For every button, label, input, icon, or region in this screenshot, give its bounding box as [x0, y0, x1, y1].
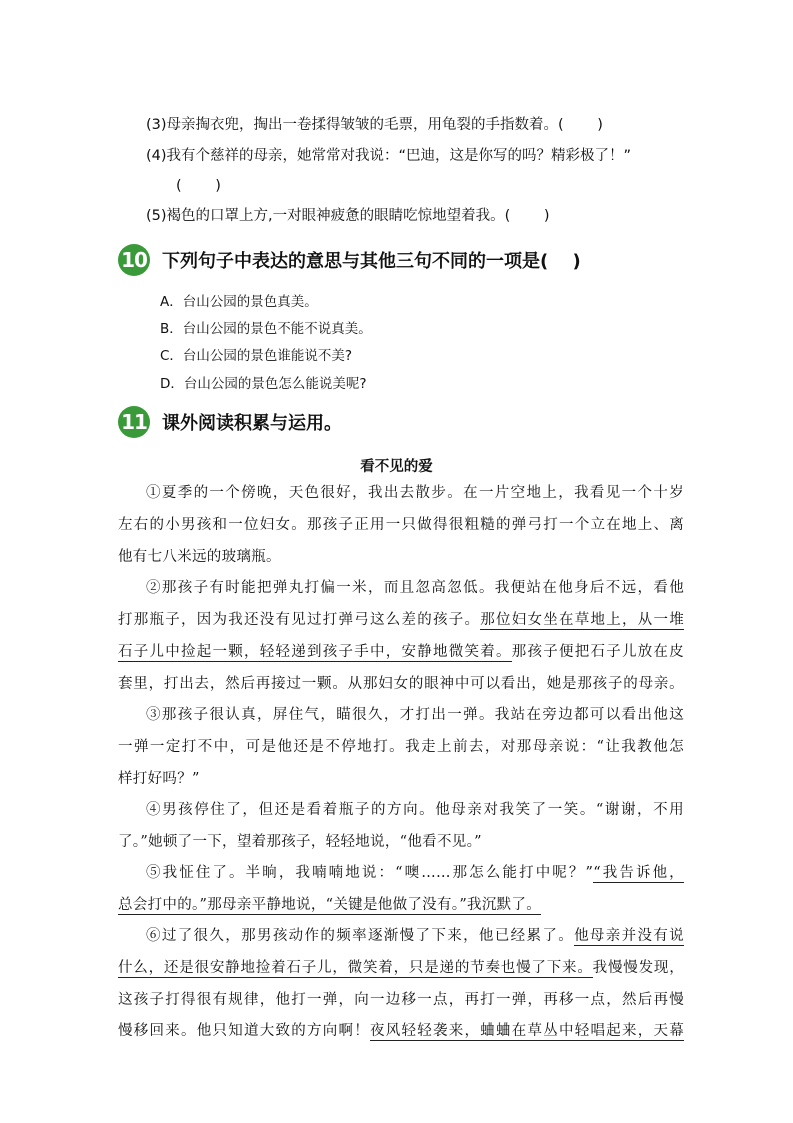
article-line: ②那孩子有时能把弹丸打偏一米，而且忽高忽低。我便站在他身后不远，看他: [146, 580, 684, 596]
question-number-badge: 10: [118, 244, 150, 276]
question-10-title: 下列句子中表达的意思与其他三句不同的一项是( ): [162, 251, 581, 272]
underlined-sentence: 那位妇女坐在草地上，从一堆: [480, 612, 684, 628]
article-line: ①夏季的一个傍晚，天色很好，我出去散步。在一片空地上，我看见一个十岁: [146, 485, 684, 501]
article-line: ③那孩子很认真，屏住气，瞄很久，才打出一弹。我站在旁边都可以看出他这: [146, 707, 684, 723]
article-line: 左右的小男孩和一位妇女。那孩子正用一只做得很粗糙的弹弓打一个立在地上、离: [118, 517, 684, 533]
q10-option-b: B．台山公园的景色不能不说真美。: [160, 321, 372, 337]
article-line: [118, 862, 684, 884]
q9-item-3: (3)母亲掏衣兜，掏出一卷揉得皱皱的毛票，用龟裂的手指数着。( ): [146, 117, 603, 133]
article-line: 这孩子打得很有规律，他打一弹，向一边移一点，再打一弹，再移一点，然后再慢: [118, 992, 684, 1008]
article-text: 我慢慢发现，: [592, 960, 684, 976]
article-line: ④男孩停住了，但还是看着瓶子的方向。他母亲对我笑了一笑。“谢谢，不用: [146, 802, 684, 818]
article-line: 样打好吗？”: [118, 771, 200, 787]
article-line: 一弹一定打不中，可是他还是不停地打。我走上前去，对那母亲说：“让我教他怎: [118, 739, 684, 755]
article-text: 那孩子便把石子儿放在皮: [511, 644, 684, 660]
article-line: [118, 894, 684, 916]
article-line: 套里，打出去，然后再接过一颗。从那妇女的眼神中可以看出，她是那孩子的母亲。: [118, 676, 684, 692]
article-line: 他有七八米远的玻璃瓶。: [118, 549, 281, 565]
question-number-badge: 11: [118, 406, 150, 438]
article-line: 了。”她顿了一下，望着那孩子，轻轻地说，“他看不见。”: [118, 834, 482, 850]
article-line: [118, 641, 684, 663]
article-line: [118, 925, 684, 947]
underlined-sentence: “我告诉他，: [593, 865, 684, 881]
q9-item-5: (5)褐色的口罩上方,一对眼神疲惫的眼睛吃惊地望着我。( ): [146, 208, 550, 224]
underlined-sentence: 什么，还是很安静地捡着石子儿，微笑着，只是递的节奏也慢了下来。: [118, 960, 593, 976]
q9-item-4: (4)我有个慈祥的母亲，她常常对我说：“巴迪，这是你写的吗？精彩极了！”: [146, 148, 632, 164]
article-text: ⑥过了很久，那男孩动作的频率逐渐慢了下来，他已经累了。: [146, 928, 575, 944]
article-text: ⑤我怔住了。半晌，我喃喃地说：“噢……那怎么能打中呢？”: [146, 865, 594, 881]
article-line: [118, 609, 684, 631]
question-11-header: [118, 406, 342, 438]
article-text: 打那瓶子，因为我还没有见过打弹弓这么差的孩子。: [118, 612, 481, 628]
q10-option-a: A．台山公园的景色真美。: [160, 294, 318, 310]
question-11-title: 课外阅读积累与运用。: [162, 413, 342, 434]
underlined-sentence: 他母亲并没有说: [574, 928, 684, 944]
q10-option-d: D．台山公园的景色怎么能说美呢?: [160, 376, 367, 392]
q10-option-c: C．台山公园的景色谁能说不美?: [160, 348, 353, 364]
article-text: 慢移回来。他只知道大致的方向啊！: [118, 1023, 370, 1039]
underlined-sentence: 总会打中的。”那母亲平静地说，“关键是他做了没有。”我沉默了。: [118, 897, 542, 913]
article-line: [118, 1020, 684, 1042]
underlined-sentence: 夜风轻轻袭来，蛐蛐在草丛中轻唱起来，天幕: [369, 1023, 684, 1039]
q9-item-4-blank: ( ): [176, 178, 221, 194]
article-title: 看不见的爱: [360, 459, 433, 475]
question-10-header: [118, 244, 581, 276]
underlined-sentence: 石子儿中捡起一颗，轻轻递到孩子手中，安静地微笑着。: [118, 644, 512, 660]
article-line: [118, 957, 684, 979]
